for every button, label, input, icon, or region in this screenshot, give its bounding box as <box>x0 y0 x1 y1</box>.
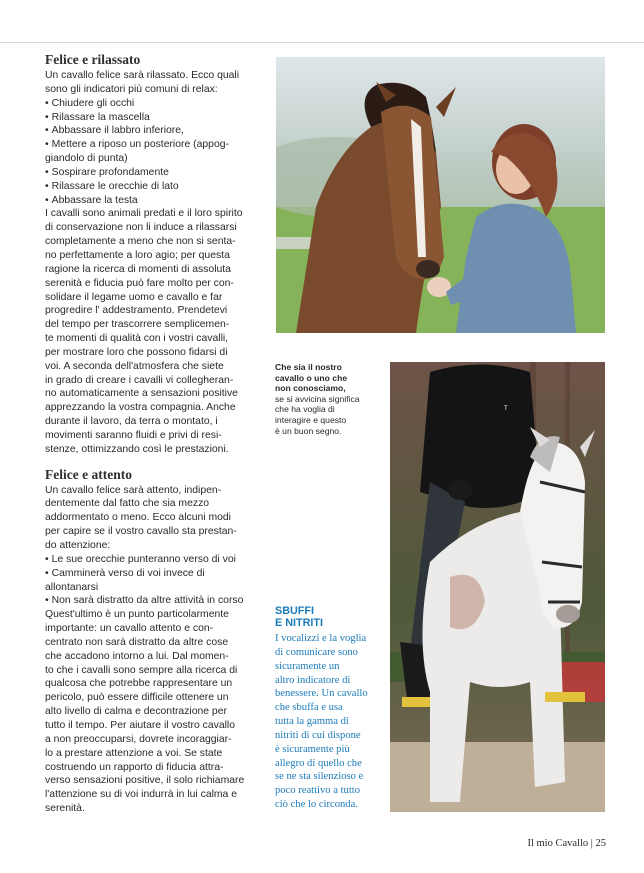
text-line: durante il lavoro, da terra o montato, i <box>45 416 218 428</box>
list-item: • Sospirare profondamente <box>45 166 258 180</box>
text-line: del tempo per trascorrere semplicemen- <box>45 319 230 331</box>
photo-caption <box>275 362 380 436</box>
sidebar-line: è sicuramente più <box>275 743 350 755</box>
text-line: centrato non sarà distratto da altre cose <box>45 636 229 648</box>
sidebar-line: nitriti di cui dispone <box>275 729 361 741</box>
sidebar-line: tutta la gamma di <box>275 716 349 728</box>
section-gap <box>45 457 258 467</box>
heading-felice-attento: Felice e attento <box>45 466 132 482</box>
caption-line: è un buon segno. <box>275 425 342 436</box>
list-item: • Non sarà distratto da altre attività in corso <box>45 594 258 608</box>
section1-body <box>45 207 258 456</box>
photo-rider-on-grey-horse <box>390 362 605 812</box>
text-line: in grado di creare i cavalli vi collegheran- <box>45 374 234 386</box>
text-line: verso sensazioni positive, il solo richiamare <box>45 775 245 787</box>
text-line: stenze, ottimizzando così le prestazioni. <box>45 443 229 455</box>
attention-indicators-list <box>45 553 258 608</box>
sidebar-line: ciò che lo circonda. <box>275 799 358 811</box>
heading-felice-rilassato: Felice e rilassato <box>45 52 141 67</box>
rider-logo-mark: T <box>504 406 508 412</box>
list-item: • Camminerà verso di voi invece di <box>45 567 258 581</box>
list-item: • Rilassare le orecchie di lato <box>45 180 258 194</box>
text-line: dentemente dal fatto che sia mezzo <box>45 498 210 510</box>
section1-intro-line: Un cavallo felice sarà rilassato. Ecco quali <box>45 70 240 81</box>
top-rule <box>0 42 644 43</box>
text-line: no perfettamente a loro agio; per questa <box>45 249 230 261</box>
photo-rider-on-grey-horse-illustration <box>390 362 605 812</box>
text-line: importante: un cavallo attento e con- <box>45 623 214 635</box>
text-line: che accadono intorno a lui. Dal momen- <box>45 650 229 662</box>
text-line: I cavalli sono animali predati e il loro spirito <box>45 208 243 220</box>
list-item: • Mettere a riposo un posteriore (appog- <box>45 138 258 152</box>
text-line: completamente a meno che non si senta- <box>45 236 236 248</box>
sidebar-line: benessere. Un cavallo <box>275 688 368 700</box>
text-line: tutto il tempo. Per aiutare il vostro cavallo <box>45 719 236 731</box>
text-line: voi. A seconda dell'atmosfera che siete <box>45 360 224 372</box>
caption-bold-line: non conosciamo, <box>275 383 346 394</box>
text-line: addormentato o meno. Ecco alcuni modi <box>45 512 231 524</box>
text-line: a non preoccuparsi, dovrete incoraggiar- <box>45 733 232 745</box>
text-line: ragione la ricerca di momenti di assoluta <box>45 263 231 275</box>
sidebar-line: poco reattivo a tutto <box>275 785 361 797</box>
sidebar-line: sicuramente un <box>275 660 340 672</box>
list-item: • Chiudere gli occhi <box>45 97 258 111</box>
caption-line: se si avvicina significa <box>275 393 360 404</box>
text-line: serenità. <box>45 803 85 815</box>
sidebar-line: che sbuffa e usa <box>275 702 343 714</box>
section1-intro-line: sono gli indicatori più comuni di relax: <box>45 83 218 95</box>
sidebar-line: se ne sta silenzioso e <box>275 771 364 783</box>
text-line: qualcosa che potrebbe rappresentare un <box>45 678 233 690</box>
caption-line: interagire e questo <box>275 414 347 425</box>
text-line: te momenti di qualità con i vostri cavalli, <box>45 333 229 345</box>
sidebar-title-line: E NITRITI <box>275 617 323 629</box>
list-item-continuation-text: giandolo di punta) <box>45 153 128 165</box>
text-line: di conservazione non li induce a rilassarsi <box>45 222 237 234</box>
section2-intro <box>45 484 258 553</box>
text-line: pericolo, può essere difficile ottenere un <box>45 692 229 704</box>
list-item: • Abbassare la testa <box>45 194 258 208</box>
footer-separator: | <box>590 838 593 849</box>
text-line: solidare il legame uomo e cavallo e far <box>45 291 223 303</box>
text-line: serenità e fiducia può fare molto per con- <box>45 277 234 289</box>
list-item-continuation-text: allontanarsi <box>45 581 99 593</box>
sidebar-line: allegro di quello che <box>275 757 362 769</box>
text-line: per mostrare loro che possono fidarsi di <box>45 346 228 358</box>
page-footer <box>527 838 606 849</box>
text-line: per capire se il vostro cavallo sta prestan- <box>45 526 237 538</box>
text-line: no automaticamente a sensazioni positive <box>45 388 238 400</box>
article-left-column <box>45 52 258 816</box>
list-item: • Rilassare la mascella <box>45 111 258 125</box>
text-line: l'attenzione su di voi indurrà in lui calma e <box>45 789 238 801</box>
sidebar-title <box>275 605 385 629</box>
caption-bold-line: cavallo o uno che <box>275 372 348 383</box>
relax-indicators-list <box>45 97 258 208</box>
sidebar-line: altro indicatore di <box>275 674 351 686</box>
text-line: Un cavallo felice sarà attento, indipen- <box>45 484 222 496</box>
sidebar-line: I vocalizzi e la voglia <box>275 633 367 644</box>
list-item: • Le sue orecchie punteranno verso di voi <box>45 553 258 567</box>
sidebar-title-line: SBUFFI <box>275 605 314 617</box>
text-line: progredire l' addestramento. Prendetevi <box>45 305 228 317</box>
list-item: • Abbassare il labbro inferiore, <box>45 124 258 138</box>
photo-woman-with-bay-horse <box>276 57 605 333</box>
text-line: Quest'ultimo è un punto particolarmente <box>45 609 229 621</box>
section2-body <box>45 608 258 816</box>
photo-woman-with-bay-horse-illustration <box>276 57 605 333</box>
caption-line: che ha voglia di <box>275 404 335 415</box>
sidebar-body <box>275 632 380 812</box>
text-line: to che i cavalli sono sempre alla ricerca di <box>45 664 238 676</box>
sidebar-line: di comunicare sono <box>275 646 358 658</box>
text-line: apprezzando la vostra compagnia. Anche <box>45 402 236 414</box>
text-line: costruendo un rapporto di fiducia attra- <box>45 761 224 773</box>
magazine-name: Il mio Cavallo <box>527 838 589 849</box>
page-number: 25 <box>595 838 606 849</box>
section1-intro <box>45 69 258 97</box>
text-line: movimenti saranno fluidi e privi di resi- <box>45 429 222 441</box>
text-line: do attenzione: <box>45 540 111 551</box>
list-item-continuation <box>45 152 258 166</box>
list-item-continuation <box>45 581 258 595</box>
caption-bold-line: Che sia il nostro <box>275 362 342 372</box>
text-line: alto livello di calma e decontrazione per <box>45 706 227 718</box>
text-line: lo a prestare attenzione a voi. Se state <box>45 747 223 759</box>
